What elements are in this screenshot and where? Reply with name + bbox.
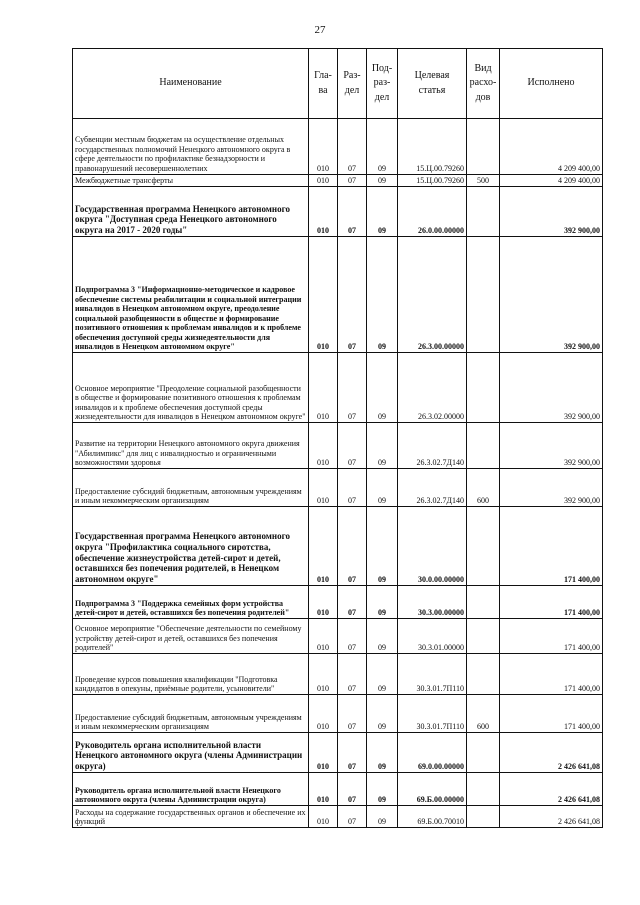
row-expense-type (467, 237, 500, 353)
row-name: Государственная программа Ненецкого автономного округа "Доступная среда Ненецкого автономного округа на 2017 - 2020 годы" (73, 187, 309, 237)
table-row (73, 654, 603, 695)
row-subsection: 09 (367, 119, 398, 175)
row-section: 07 (338, 654, 367, 695)
row-section: 07 (338, 119, 367, 175)
header-expense-type: Вид расхо- дов (467, 49, 500, 119)
row-expense-type (467, 806, 500, 828)
row-section: 07 (338, 619, 367, 654)
row-expense-type (467, 187, 500, 237)
row-target-article: 30.3.00.00000 (398, 586, 467, 619)
table-row (73, 773, 603, 806)
row-subsection: 09 (367, 773, 398, 806)
table-row (73, 175, 603, 187)
row-expense-type (467, 507, 500, 586)
row-chapter: 010 (309, 806, 338, 828)
row-name: Подпрограмма 3 "Поддержка семейных форм устройства детей-сирот и детей, оставшихся без попечения родителей" (73, 586, 309, 619)
row-section: 07 (338, 695, 367, 733)
table-row (73, 733, 603, 773)
table-row (73, 187, 603, 237)
row-section: 07 (338, 175, 367, 187)
row-name: Руководитель органа исполнительной власти Ненецкого автономного округа (члены Администрации округа) (73, 773, 309, 806)
row-name: Развитие на территории Ненецкого автономного округа движения "Абилимпикс" для лиц с инвалидностью и ограниченными возможностями здоровья (73, 423, 309, 469)
budget-table (72, 48, 603, 828)
row-section: 07 (338, 507, 367, 586)
row-target-article: 15.Ц.00.79260 (398, 175, 467, 187)
row-subsection: 09 (367, 695, 398, 733)
row-executed: 392 900,00 (500, 423, 603, 469)
row-target-article: 30.3.01.00000 (398, 619, 467, 654)
page-number: 27 (314, 24, 326, 36)
table-row (73, 119, 603, 175)
row-executed: 171 400,00 (500, 619, 603, 654)
row-chapter: 010 (309, 423, 338, 469)
row-subsection: 09 (367, 237, 398, 353)
row-executed: 171 400,00 (500, 507, 603, 586)
row-name: Основное мероприятие "Преодоление социальной разобщенности в обществе и формирование позитивного отношения к проблемам инвалидов и к проблеме обеспечения доступной среды жизнедеятельности для инвалидов в Ненецком автономном округе" (73, 353, 309, 423)
row-section: 07 (338, 237, 367, 353)
row-chapter: 010 (309, 695, 338, 733)
header-name: Наименование (73, 49, 309, 119)
row-chapter: 010 (309, 187, 338, 237)
row-subsection: 09 (367, 175, 398, 187)
row-executed: 171 400,00 (500, 586, 603, 619)
header-chapter: Гла- ва (309, 49, 338, 119)
row-section: 07 (338, 187, 367, 237)
row-chapter: 010 (309, 586, 338, 619)
row-expense-type: 600 (467, 695, 500, 733)
table-row (73, 695, 603, 733)
header-executed: Исполнено (500, 49, 603, 119)
row-target-article: 69.Б.00.00000 (398, 773, 467, 806)
row-executed: 392 900,00 (500, 187, 603, 237)
row-expense-type (467, 619, 500, 654)
row-target-article: 30.0.00.00000 (398, 507, 467, 586)
row-name: Государственная программа Ненецкого автономного округа "Профилактика социального сиротства, обеспечение жизнеустройства детей-сирот и детей, оставшихся без попечения родителей, в Ненецком автономном округе" (73, 507, 309, 586)
row-executed: 171 400,00 (500, 654, 603, 695)
header-subsection: Под- раз- дел (367, 49, 398, 119)
row-executed: 392 900,00 (500, 237, 603, 353)
row-chapter: 010 (309, 654, 338, 695)
row-expense-type (467, 586, 500, 619)
table-row (73, 507, 603, 586)
row-executed: 2 426 641,08 (500, 733, 603, 773)
row-chapter: 010 (309, 237, 338, 353)
row-executed: 171 400,00 (500, 695, 603, 733)
row-subsection: 09 (367, 733, 398, 773)
table-row (73, 586, 603, 619)
row-subsection: 09 (367, 619, 398, 654)
table-row (73, 806, 603, 828)
row-subsection: 09 (367, 423, 398, 469)
row-expense-type (467, 119, 500, 175)
row-subsection: 09 (367, 507, 398, 586)
table-row (73, 619, 603, 654)
row-subsection: 09 (367, 353, 398, 423)
row-target-article: 15.Ц.00.79260 (398, 119, 467, 175)
row-section: 07 (338, 586, 367, 619)
row-target-article: 30.3.01.7П110 (398, 654, 467, 695)
row-chapter: 010 (309, 469, 338, 507)
row-chapter: 010 (309, 175, 338, 187)
row-target-article: 69.0.00.00000 (398, 733, 467, 773)
row-name: Руководитель органа исполнительной власти Ненецкого автономного округа (члены Администрации округа) (73, 733, 309, 773)
row-name: Субвенции местным бюджетам на осуществление отдельных государственных полномочий Ненецкого автономного округа в сфере деятельности по профилактике безнадзорности и правонарушений несовершеннолетних (73, 119, 309, 175)
row-subsection: 09 (367, 806, 398, 828)
row-expense-type (467, 773, 500, 806)
table-row (73, 353, 603, 423)
row-name: Расходы на содержание государственных органов и обеспечение их функций (73, 806, 309, 828)
row-name: Подпрограмма 3 "Информационно-методическое и кадровое обеспечение системы реабилитации и социальной интеграции инвалидов в Ненецком автономном округе, преодоление социальной разобщенности в обществе и формирование позитивного отношения к проблемам инвалидов и к проблеме обеспечения доступной среды жизнедеятельности для инвалидов в Ненецком автономном округе" (73, 237, 309, 353)
row-target-article: 30.3.01.7П110 (398, 695, 467, 733)
row-expense-type (467, 654, 500, 695)
row-target-article: 26.0.00.00000 (398, 187, 467, 237)
table-row (73, 237, 603, 353)
row-chapter: 010 (309, 773, 338, 806)
row-name: Предоставление субсидий бюджетным, автономным учреждениям и иным некоммерческим организациям (73, 469, 309, 507)
row-chapter: 010 (309, 733, 338, 773)
table-row (73, 423, 603, 469)
row-target-article: 26.3.02.00000 (398, 353, 467, 423)
row-executed: 2 426 641,08 (500, 773, 603, 806)
row-name: Проведение курсов повышения квалификации "Подготовка кандидатов в опекуны, приёмные родители, усыновители" (73, 654, 309, 695)
row-section: 07 (338, 773, 367, 806)
row-chapter: 010 (309, 619, 338, 654)
row-expense-type (467, 353, 500, 423)
row-subsection: 09 (367, 187, 398, 237)
row-executed: 4 209 400,00 (500, 119, 603, 175)
row-executed: 2 426 641,08 (500, 806, 603, 828)
row-expense-type: 600 (467, 469, 500, 507)
row-subsection: 09 (367, 586, 398, 619)
table-row (73, 469, 603, 507)
row-executed: 392 900,00 (500, 353, 603, 423)
row-expense-type (467, 423, 500, 469)
row-chapter: 010 (309, 119, 338, 175)
row-chapter: 010 (309, 507, 338, 586)
table-header-row (73, 49, 603, 119)
row-subsection: 09 (367, 654, 398, 695)
header-target-article: Целевая статья (398, 49, 467, 119)
row-section: 07 (338, 733, 367, 773)
row-target-article: 26.3.02.7Д140 (398, 423, 467, 469)
row-name: Межбюджетные трансферты (73, 175, 309, 187)
row-section: 07 (338, 353, 367, 423)
row-section: 07 (338, 806, 367, 828)
row-executed: 4 209 400,00 (500, 175, 603, 187)
row-expense-type (467, 733, 500, 773)
header-section: Раз- дел (338, 49, 367, 119)
row-target-article: 26.3.00.00000 (398, 237, 467, 353)
row-name: Предоставление субсидий бюджетным, автономным учреждениям и иным некоммерческим организациям (73, 695, 309, 733)
row-name: Основное мероприятие "Обеспечение деятельности по семейному устройству детей-сирот и детей, оставшихся без попечения родителей" (73, 619, 309, 654)
row-section: 07 (338, 423, 367, 469)
row-executed: 392 900,00 (500, 469, 603, 507)
row-subsection: 09 (367, 469, 398, 507)
row-target-article: 69.Б.00.70010 (398, 806, 467, 828)
row-section: 07 (338, 469, 367, 507)
row-target-article: 26.3.02.7Д140 (398, 469, 467, 507)
row-expense-type: 500 (467, 175, 500, 187)
row-chapter: 010 (309, 353, 338, 423)
